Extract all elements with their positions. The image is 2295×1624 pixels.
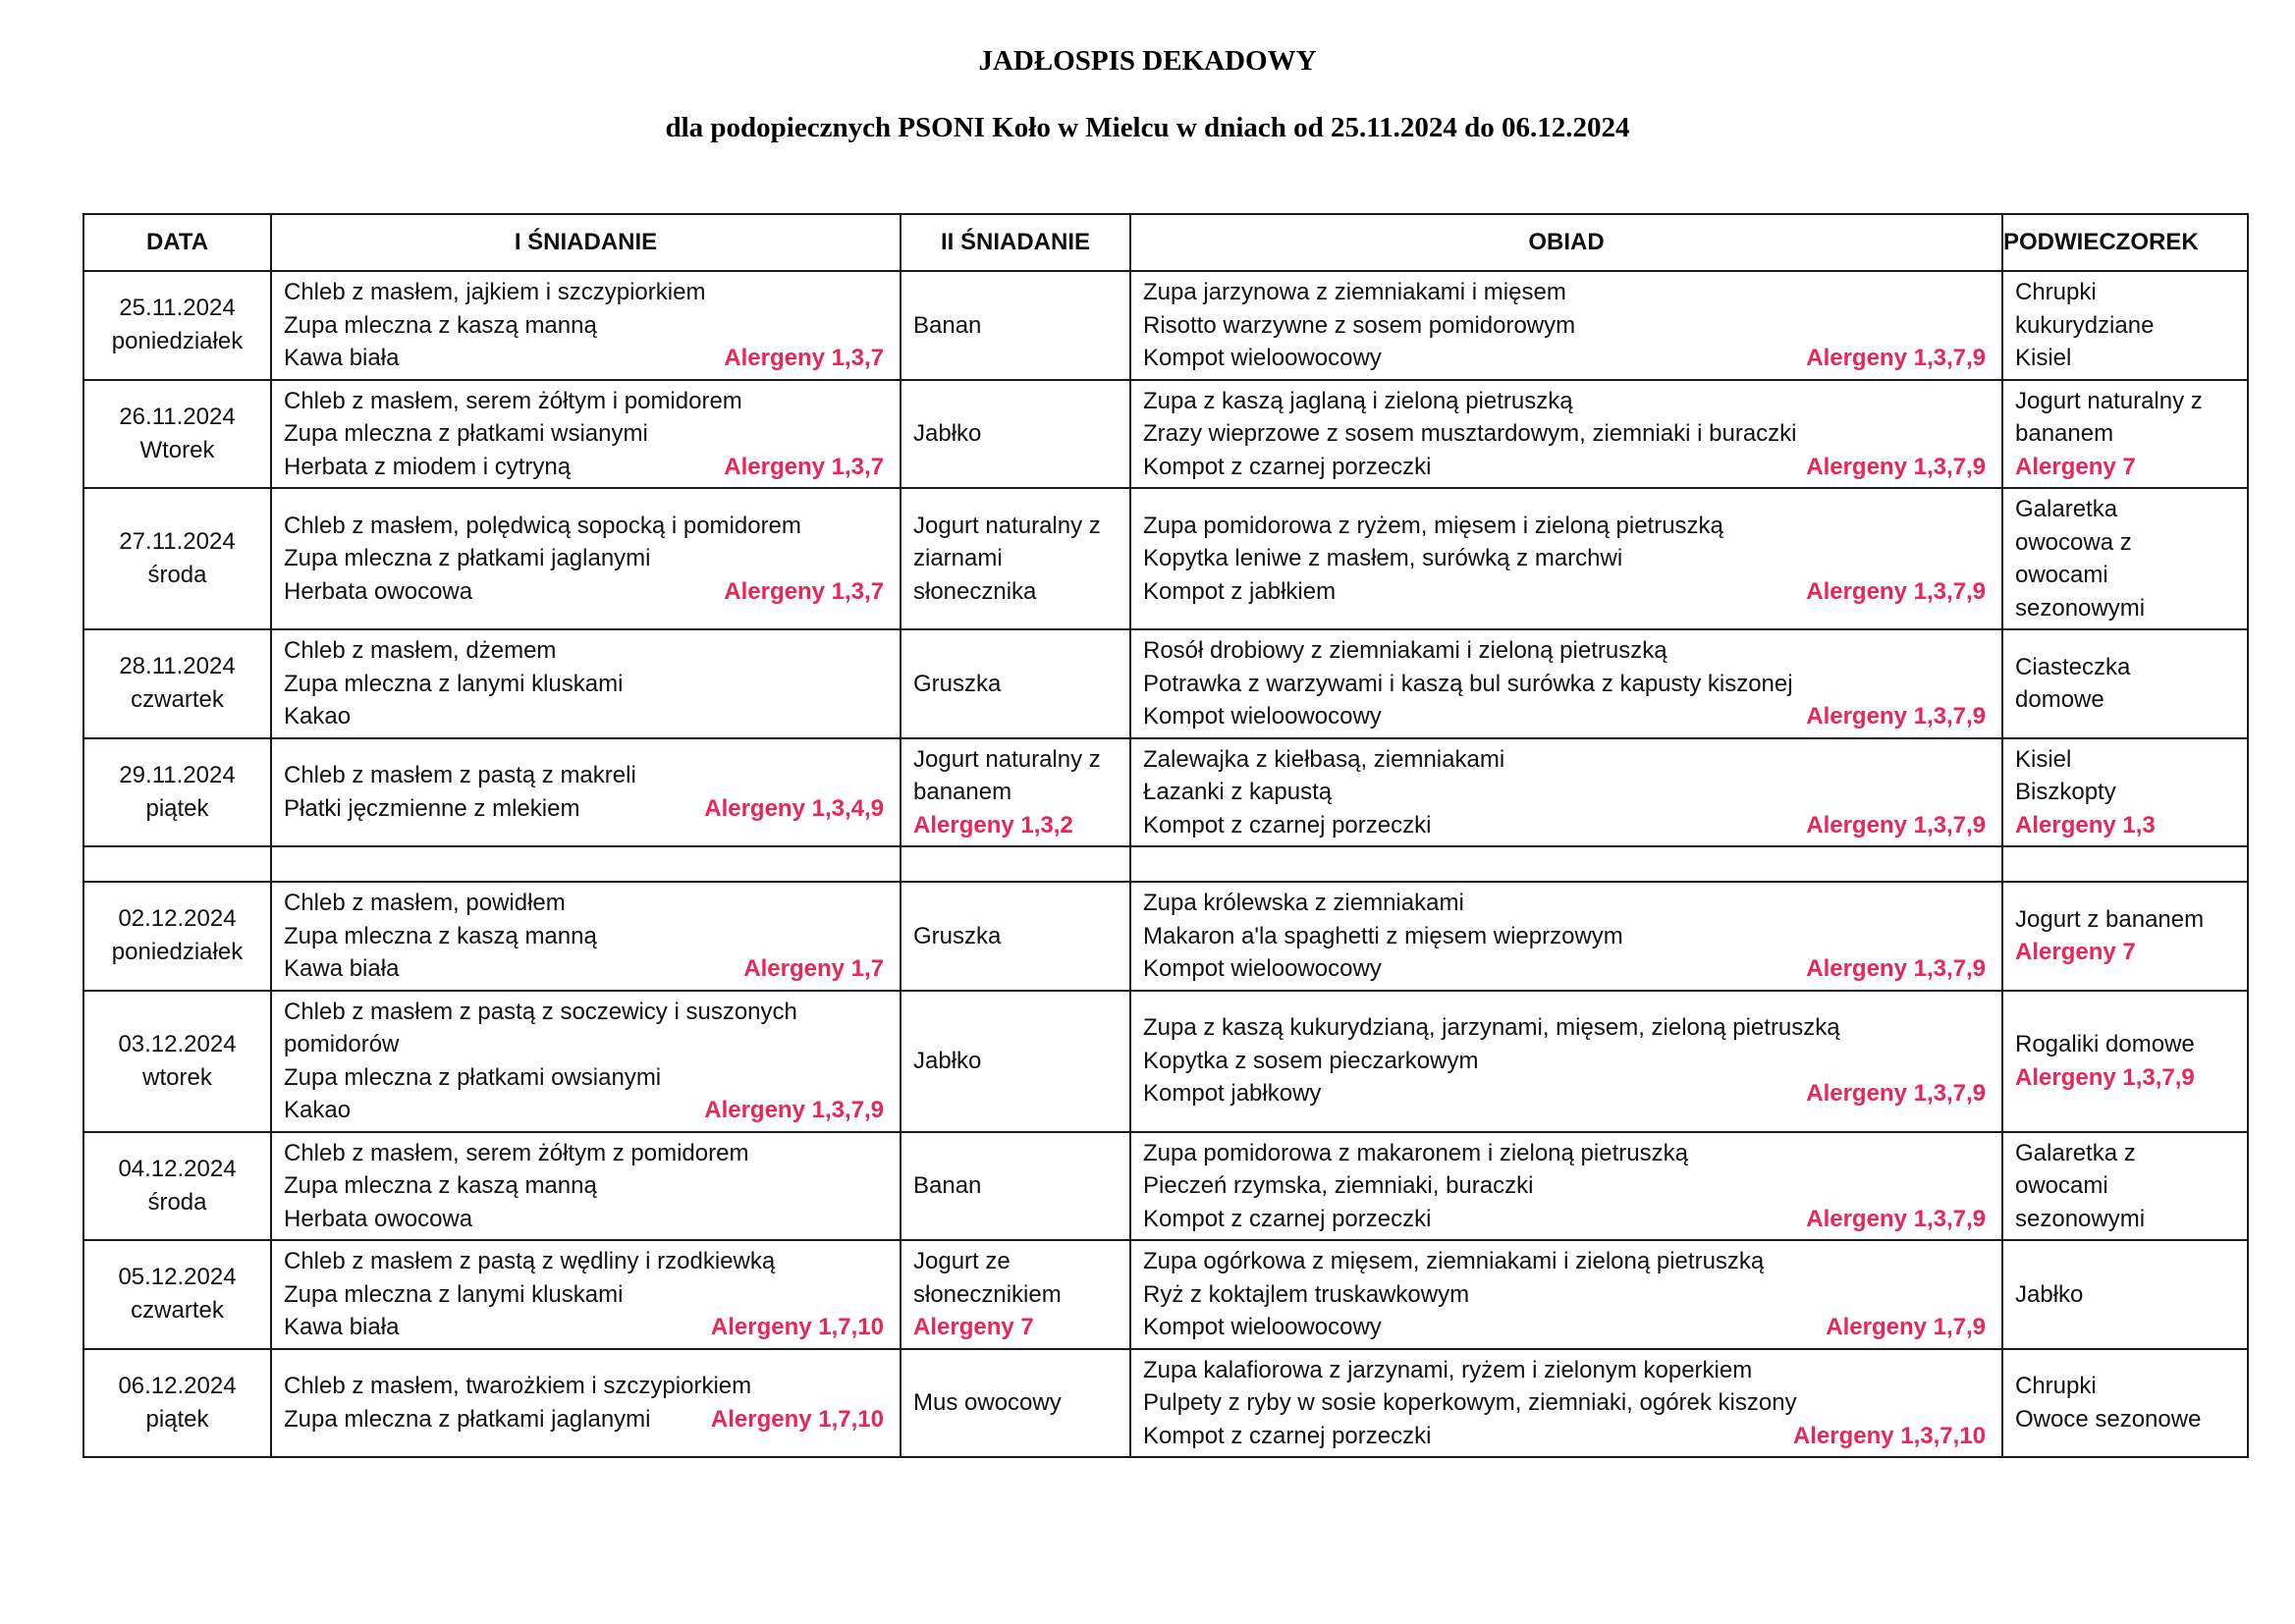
second-breakfast-cell: [901, 380, 1130, 489]
allergen-label: Alergeny 1,3,7: [724, 345, 884, 371]
menu-item-text: Banan: [913, 1172, 982, 1199]
date-content: [84, 1370, 270, 1436]
date-content: [84, 759, 270, 826]
cell-content: [272, 992, 900, 1131]
menu-item-text: Zupa mleczna z płatkami jaglanymi: [284, 1405, 651, 1433]
date-text: 02.12.2024: [118, 905, 237, 933]
first-breakfast-cell: [271, 1349, 901, 1458]
lunch-cell: [1130, 991, 2002, 1132]
first-breakfast-cell: [271, 271, 901, 380]
afternoon-snack-cell: [2002, 991, 2248, 1132]
date-cell: [83, 882, 271, 991]
menu-item-text: Zupa mleczna z lanymi kluskami: [284, 1280, 624, 1308]
cell-content: [2003, 899, 2247, 973]
cell-content: [1131, 1241, 2001, 1348]
date-content: [84, 1028, 270, 1095]
allergen-label: Alergeny 1,3,7,9: [1806, 1080, 1986, 1108]
menu-item-text: owocami: [2015, 1172, 2108, 1199]
date-text: 04.12.2024: [118, 1155, 237, 1182]
menu-item-text: Kopytka z sosem pieczarkowym: [1143, 1047, 1479, 1074]
header-data: DATA: [83, 214, 271, 271]
menu-item-text: kukurydziane: [2015, 311, 2155, 339]
second-breakfast-cell: [901, 488, 1130, 629]
menu-item-text: Ciasteczka: [2015, 653, 2131, 680]
first-breakfast-cell: [271, 882, 901, 991]
menu-item-text: Chrupki: [2015, 279, 2097, 305]
date-content: [84, 525, 270, 592]
date-content: [84, 292, 270, 358]
menu-item-text: słonecznika: [913, 577, 1037, 605]
allergen-label: Alergeny 1,3,7,9: [2015, 1063, 2195, 1091]
cell-content: [2003, 489, 2247, 628]
menu-item-text: Zrazy wieprzowe z sosem musztardowym, ziemniaki i buraczki: [1143, 420, 1797, 447]
cell-content: [272, 506, 900, 613]
cell-content: [902, 739, 1129, 846]
first-breakfast-cell: [271, 629, 901, 738]
first-breakfast-cell: [271, 991, 901, 1132]
date-cell: [83, 488, 271, 629]
menu-item-text: Potrawka z warzywami i kaszą bul surówka z kapusty kiszonej: [1143, 670, 1793, 697]
separator-cell: [901, 846, 1130, 882]
date-cell: [83, 991, 271, 1132]
lunch-cell: [1130, 882, 2002, 991]
afternoon-snack-cell: [2002, 1349, 2248, 1458]
cell-content: [902, 1165, 1129, 1207]
cell-content: [1131, 1133, 2001, 1240]
menu-item-text: Ryż z koktajlem truskawkowym: [1143, 1280, 1470, 1308]
afternoon-snack-cell: [2002, 1132, 2248, 1241]
menu-item-text: bananem: [2015, 420, 2114, 447]
cell-content: [902, 664, 1129, 705]
menu-item-text: Kompot z jabłkiem: [1143, 577, 1337, 605]
lunch-cell: [1130, 1240, 2002, 1349]
menu-item-text: Chleb z masłem, serem żółtym z pomidorem: [284, 1139, 749, 1166]
cell-content: [1131, 381, 2001, 488]
day-row: [83, 488, 2248, 629]
menu-item-text: Kopytka leniwe z masłem, surówką z marchwi: [1143, 545, 1623, 572]
menu-item-text: Kompot wieloowocowy: [1143, 1314, 1382, 1340]
menu-item-text: Chleb z masłem z pastą z wędliny i rzodkiewką: [284, 1248, 776, 1274]
date-text: 29.11.2024: [119, 761, 236, 788]
date-text: 05.12.2024: [118, 1264, 237, 1291]
menu-item-text: Kisiel: [2015, 345, 2072, 371]
cell-content: [1131, 739, 2001, 846]
lunch-cell: [1130, 1132, 2002, 1241]
menu-item-text: Kompot z czarnej porzeczki: [1143, 1422, 1432, 1449]
menu-item-text: Kawa biała: [284, 955, 400, 982]
menu-item-text: Kisiel: [2015, 745, 2072, 773]
date-text: 03.12.2024: [118, 1030, 237, 1057]
menu-item-text: Kawa biała: [284, 345, 400, 371]
allergen-label: Alergeny 1,3,7,9: [1806, 811, 1986, 839]
header-afternoon-snack: PODWIECZOREK: [2002, 214, 2248, 271]
page-subtitle: dla podopiecznych PSONI Koło w Mielcu w dniach od 25.11.2024 do 06.12.2024: [665, 112, 1630, 143]
menu-item-text: Zupa mleczna z lanymi kluskami: [284, 670, 624, 697]
date-text: 25.11.2024: [119, 295, 236, 322]
cell-content: [2003, 739, 2247, 846]
menu-item-text: Zalewajka z kiełbasą, ziemniakami: [1143, 745, 1505, 773]
menu-item-text: Jabłko: [913, 1047, 982, 1074]
menu-item-text: Gruszka: [913, 922, 1002, 949]
cell-content: [272, 1133, 900, 1240]
menu-item-text: Pulpety z ryby w sosie koperkowym, ziemniaki, ogórek kiszony: [1143, 1389, 1797, 1416]
allergen-label: Alergeny 1,3,7,9: [1806, 703, 1986, 730]
menu-item-text: Galaretka z: [2015, 1139, 2136, 1166]
date-content: [84, 401, 270, 467]
cell-content: [2003, 272, 2247, 379]
cell-content: [2003, 1133, 2247, 1240]
menu-body: [83, 271, 2248, 1457]
cell-content: [1131, 272, 2001, 379]
menu-item-text: Kompot z czarnej porzeczki: [1143, 453, 1432, 480]
menu-item-text: Kompot wieloowocowy: [1143, 703, 1382, 730]
menu-item-text: Zupa z kaszą kukurydzianą, jarzynami, mięsem, zieloną pietruszką: [1143, 1014, 1840, 1042]
lunch-cell: [1130, 1349, 2002, 1458]
afternoon-snack-cell: [2002, 488, 2248, 629]
date-text: 06.12.2024: [118, 1372, 237, 1399]
menu-item-text: Jogurt ze: [913, 1248, 1011, 1274]
menu-item-text: Herbata owocowa: [284, 577, 473, 605]
allergen-label: Alergeny 1,7: [743, 955, 884, 982]
separator-cell: [1130, 846, 2002, 882]
menu-item-text: Galaretka: [2015, 496, 2118, 522]
day-row: [83, 629, 2248, 738]
menu-item-text: Zupa mleczna z kaszą manną: [284, 922, 597, 949]
header-row: [83, 214, 2248, 271]
allergen-label: Alergeny 1,3: [2015, 811, 2156, 839]
afternoon-snack-cell: [2002, 1240, 2248, 1349]
cell-content: [902, 916, 1129, 957]
second-breakfast-cell: [901, 1132, 1130, 1241]
cell-content: [2003, 1274, 2247, 1316]
menu-item-text: Rogaliki domowe: [2015, 1031, 2195, 1057]
lunch-cell: [1130, 488, 2002, 629]
cell-content: [902, 1241, 1129, 1348]
menu-item-text: Zupa mleczna z kaszą manną: [284, 311, 597, 339]
menu-item-text: Kakao: [284, 703, 352, 730]
weekday-text: Wtorek: [139, 436, 215, 463]
cell-content: [1131, 1350, 2001, 1457]
menu-item-text: Jogurt z bananem: [2015, 905, 2205, 933]
menu-item-text: Chrupki: [2015, 1373, 2097, 1400]
menu-item-text: owocowa z: [2015, 528, 2132, 556]
cell-content: [1131, 1007, 2001, 1114]
second-breakfast-cell: [901, 991, 1130, 1132]
allergen-label: Alergeny 1,3,7,9: [1806, 577, 1986, 605]
first-breakfast-cell: [271, 488, 901, 629]
cell-content: [2003, 647, 2247, 721]
first-breakfast-cell: [271, 380, 901, 489]
first-breakfast-cell: [271, 1240, 901, 1349]
day-row: [83, 1240, 2248, 1349]
menu-item-text: ziarnami: [913, 545, 1003, 572]
menu-item-text: Jogurt naturalny z: [913, 512, 1101, 539]
first-breakfast-cell: [271, 1132, 901, 1241]
allergen-label: Alergeny 7: [2015, 939, 2136, 966]
cell-content: [902, 1041, 1129, 1082]
second-breakfast-cell: [901, 629, 1130, 738]
menu-item-text: Kompot z czarnej porzeczki: [1143, 1205, 1432, 1232]
allergen-label: Alergeny 1,7,10: [710, 1314, 884, 1340]
cell-content: [902, 506, 1129, 613]
allergen-label: Alergeny 1,3,7: [724, 577, 884, 605]
separator-cell: [2002, 846, 2248, 882]
allergen-label: Alergeny 7: [2015, 453, 2136, 480]
menu-item-text: Zupa ogórkowa z mięsem, ziemniakami i zieloną pietruszką: [1143, 1248, 1765, 1274]
menu-item-text: Kompot wieloowocowy: [1143, 955, 1382, 982]
cell-content: [272, 1366, 900, 1439]
date-cell: [83, 1132, 271, 1241]
menu-item-text: Zupa kalafiorowa z jarzynami, ryżem i zielonym koperkiem: [1143, 1356, 1753, 1383]
menu-item-text: domowe: [2015, 686, 2104, 714]
second-breakfast-cell: [901, 1240, 1130, 1349]
allergen-label: Alergeny 7: [913, 1314, 1034, 1340]
weekday-text: poniedziałek: [111, 939, 244, 966]
menu-item-text: Zupa mleczna z płatkami owsianymi: [284, 1063, 662, 1091]
allergen-label: Alergeny 1,3,7,10: [1792, 1422, 1986, 1449]
weekday-text: środa: [147, 1188, 207, 1216]
date-content: [84, 1153, 270, 1219]
date-cell: [83, 1349, 271, 1458]
cell-content: [1131, 506, 2001, 613]
menu-item-text: Rosół drobiowy z ziemniakami i zieloną pietruszką: [1143, 637, 1667, 664]
allergen-label: Alergeny 1,3,7,9: [704, 1097, 884, 1123]
menu-item-text: Kompot jabłkowy: [1143, 1080, 1322, 1108]
cell-content: [902, 413, 1129, 455]
allergen-label: Alergeny 1,3,7,9: [1806, 453, 1986, 480]
cell-content: [1131, 630, 2001, 737]
day-row: [83, 882, 2248, 991]
lunch-cell: [1130, 380, 2002, 489]
weekday-text: wtorek: [142, 1063, 212, 1091]
date-content: [84, 650, 270, 717]
menu-item-text: Jogurt naturalny z: [2015, 387, 2203, 414]
second-breakfast-cell: [901, 1349, 1130, 1458]
afternoon-snack-cell: [2002, 738, 2248, 847]
menu-item-text: Owoce sezonowe: [2015, 1405, 2202, 1433]
day-row: [83, 1132, 2248, 1241]
day-row: [83, 1349, 2248, 1458]
menu-item-text: Zupa pomidorowa z ryżem, mięsem i zieloną pietruszką: [1143, 512, 1723, 539]
menu-item-text: Kompot wieloowocowy: [1143, 345, 1382, 371]
date-content: [84, 902, 270, 969]
menu-item-text: Zupa królewska z ziemniakami: [1143, 890, 1464, 916]
cell-content: [272, 272, 900, 379]
day-row: [83, 380, 2248, 489]
afternoon-snack-cell: [2002, 380, 2248, 489]
menu-item-text: Chleb z masłem, twarożkiem i szczypiorkiem: [284, 1373, 752, 1400]
afternoon-snack-cell: [2002, 271, 2248, 380]
weekday-text: piątek: [145, 794, 209, 822]
menu-item-text: bananem: [913, 779, 1012, 805]
cell-content: [902, 305, 1129, 347]
menu-item-text: Łazanki z kapustą: [1143, 779, 1333, 805]
menu-item-text: Zupa pomidorowa z makaronem i zieloną pietruszką: [1143, 1139, 1688, 1166]
menu-item-text: Biszkopty: [2015, 779, 2116, 805]
date-text: 26.11.2024: [119, 403, 236, 430]
menu-item-text: Chleb z masłem, polędwicą sopocką i pomidorem: [284, 512, 801, 539]
allergen-label: Alergeny 1,3,4,9: [704, 794, 884, 822]
header-lunch: OBIAD: [1130, 214, 2002, 271]
menu-item-text: Risotto warzywne z sosem pomidorowym: [1143, 311, 1576, 339]
weekday-text: środa: [147, 562, 207, 588]
allergen-label: Alergeny 1,3,2: [913, 811, 1073, 839]
cell-content: [272, 630, 900, 737]
menu-table: [82, 213, 2249, 1458]
menu-item-text: Chleb z masłem, powidłem: [284, 890, 566, 916]
cell-content: [1131, 883, 2001, 990]
menu-item-text: Mus owocowy: [913, 1389, 1062, 1416]
menu-item-text: owocami: [2015, 562, 2108, 588]
cell-content: [272, 381, 900, 488]
cell-content: [2003, 1366, 2247, 1439]
menu-item-text: Jabłko: [2015, 1280, 2084, 1308]
menu-item-text: Gruszka: [913, 670, 1002, 697]
lunch-cell: [1130, 738, 2002, 847]
afternoon-snack-cell: [2002, 629, 2248, 738]
date-cell: [83, 629, 271, 738]
separator-cell: [83, 846, 271, 882]
cell-content: [902, 1382, 1129, 1424]
menu-item-text: Zupa mleczna z płatkami wsianymi: [284, 420, 648, 447]
date-text: 28.11.2024: [119, 653, 236, 680]
week-separator-row: [83, 846, 2248, 882]
menu-item-text: Jogurt naturalny z: [913, 745, 1101, 773]
lunch-cell: [1130, 629, 2002, 738]
date-cell: [83, 738, 271, 847]
header-first-breakfast: I ŚNIADANIE: [271, 214, 901, 271]
date-cell: [83, 1240, 271, 1349]
separator-cell: [271, 846, 901, 882]
menu-item-text: Zupa mleczna z płatkami jaglanymi: [284, 545, 651, 572]
cell-content: [272, 755, 900, 829]
afternoon-snack-cell: [2002, 882, 2248, 991]
menu-item-text: Kompot z czarnej porzeczki: [1143, 811, 1432, 839]
menu-item-text: Banan: [913, 311, 982, 339]
second-breakfast-cell: [901, 738, 1130, 847]
cell-content: [272, 1241, 900, 1348]
menu-item-text: sezonowymi: [2015, 1205, 2146, 1232]
allergen-label: Alergeny 1,3,7,9: [1806, 955, 1986, 982]
menu-item-text: Herbata z miodem i cytryną: [284, 453, 572, 480]
allergen-label: Alergeny 1,3,7,9: [1806, 345, 1986, 371]
menu-item-text: Chleb z masłem z pastą z soczewicy i suszonych: [284, 998, 797, 1025]
page-title: JADŁOSPIS DEKADOWY: [978, 45, 1317, 77]
menu-item-text: Zupa mleczna z kaszą manną: [284, 1172, 597, 1199]
day-row: [83, 271, 2248, 380]
weekday-text: piątek: [145, 1405, 209, 1433]
menu-item-text: Zupa jarzynowa z ziemniakami i mięsem: [1143, 279, 1566, 305]
menu-item-text: słonecznikiem: [913, 1280, 1062, 1308]
menu-item-text: Kakao: [284, 1097, 352, 1123]
menu-item-text: pomidorów: [284, 1031, 400, 1057]
cell-content: [2003, 381, 2247, 488]
day-row: [83, 738, 2248, 847]
menu-item-text: Chleb z masłem, dżemem: [284, 637, 557, 664]
date-cell: [83, 271, 271, 380]
allergen-label: Alergeny 1,3,7: [724, 453, 884, 480]
second-breakfast-cell: [901, 882, 1130, 991]
cell-content: [272, 883, 900, 990]
menu-item-text: Kawa biała: [284, 1314, 400, 1340]
menu-item-text: sezonowymi: [2015, 594, 2146, 622]
menu-item-text: Chleb z masłem, serem żółtym i pomidorem: [284, 387, 742, 414]
menu-item-text: Chleb z masłem z pastą z makreli: [284, 762, 636, 789]
date-text: 27.11.2024: [119, 528, 236, 555]
menu-item-text: Chleb z masłem, jajkiem i szczypiorkiem: [284, 279, 706, 305]
allergen-label: Alergeny 1,3,7,9: [1806, 1205, 1986, 1232]
weekday-text: poniedziałek: [111, 328, 244, 355]
menu-item-text: Herbata owocowa: [284, 1205, 473, 1232]
date-cell: [83, 380, 271, 489]
menu-item-text: Płatki jęczmienne z mlekiem: [284, 794, 580, 822]
cell-content: [2003, 1024, 2247, 1098]
menu-item-text: Zupa z kaszą jaglaną i zieloną pietruszką: [1143, 387, 1573, 414]
second-breakfast-cell: [901, 271, 1130, 380]
menu-item-text: Pieczeń rzymska, ziemniaki, buraczki: [1143, 1172, 1534, 1199]
date-content: [84, 1261, 270, 1327]
allergen-label: Alergeny 1,7,10: [710, 1405, 884, 1433]
weekday-text: czwartek: [131, 1297, 224, 1325]
header-second-breakfast: II ŚNIADANIE: [901, 214, 1130, 271]
menu-item-text: Jabłko: [913, 420, 982, 447]
lunch-cell: [1130, 271, 2002, 380]
first-breakfast-cell: [271, 738, 901, 847]
weekday-text: czwartek: [131, 686, 224, 714]
allergen-label: Alergeny 1,7,9: [1826, 1314, 1986, 1340]
menu-item-text: Makaron a'la spaghetti z mięsem wieprzowym: [1143, 922, 1623, 949]
day-row: [83, 991, 2248, 1132]
